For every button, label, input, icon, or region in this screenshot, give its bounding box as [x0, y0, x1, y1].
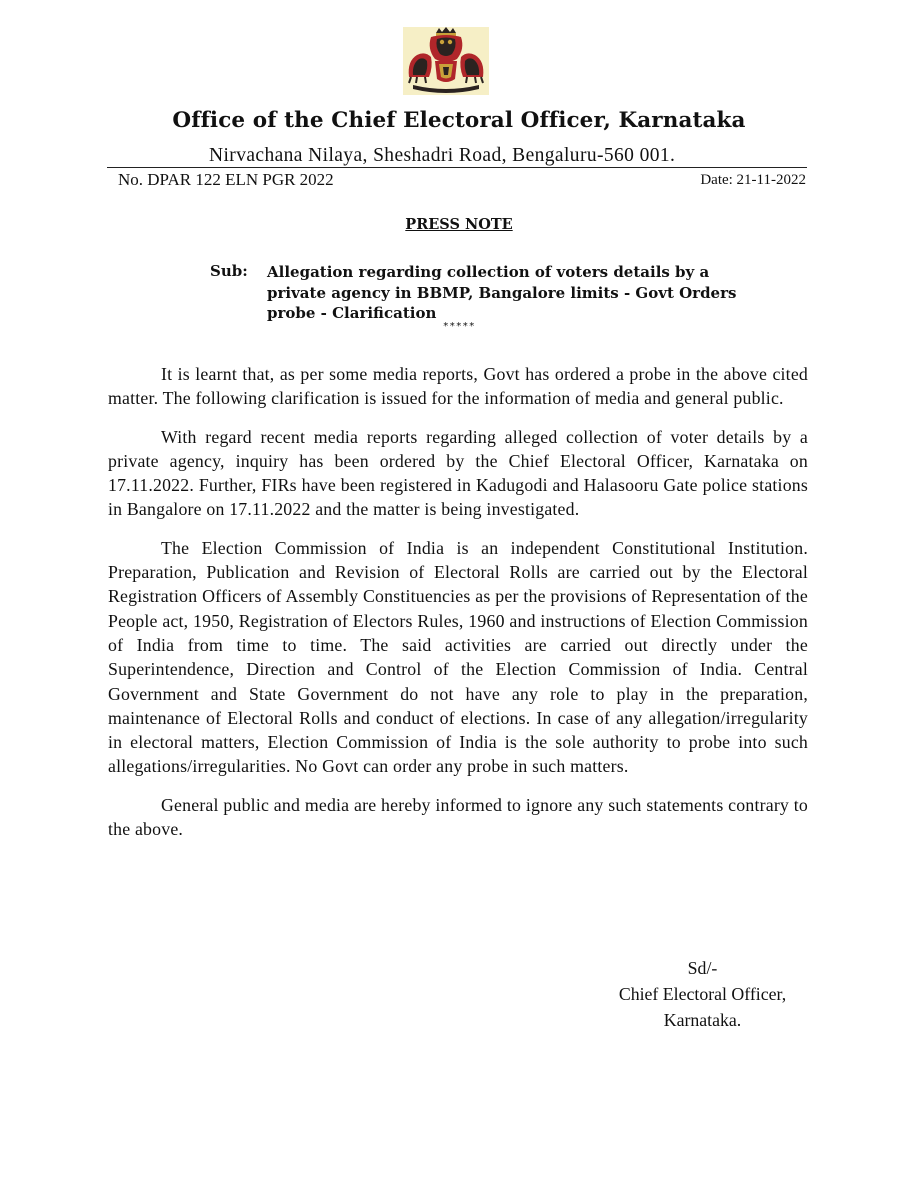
body-paragraph: The Election Commission of India is an independent Constitutional Institution. Preparation, Publication and Revision of Electoral Rolls are carried out by the Electoral Registration Officers of Assembly Constituencies as per the provisions of Representation of the People act, 1950, Registration of Electors Rules, 1960 and instructions of Election Commission of India from time to time. The said activities are carried out directly under the Superintendence, Direction and Control of the Election Commission of India. Central Government and State Government do not have any role to play in the preparation, maintenance of Electoral Rolls and conduct of elections. In case of any allegation/irregularity in electoral matters, Election Commission of India is the sole authority to probe into such allegations/irregularities. No Govt can order any probe in such matters.: [108, 537, 808, 777]
document-date: Date: 21-11-2022: [700, 172, 806, 188]
signature-state: Karnataka.: [663, 1010, 742, 1030]
state-emblem: [403, 27, 489, 95]
office-title: Office of the Chief Electoral Officer, Karnataka: [172, 108, 746, 133]
signature-block: [560, 955, 845, 1033]
body-paragraph: General public and media are hereby informed to ignore any such statements contrary to the above.: [108, 794, 808, 840]
office-address: Nirvachana Nilaya, Sheshadri Road, Bengaluru-560 001.: [209, 145, 676, 166]
signature-sd: Sd/-: [687, 958, 718, 978]
header-divider: [107, 167, 807, 168]
state-emblem-icon: [403, 27, 489, 95]
subject-label: Sub:: [210, 262, 248, 280]
subject-separator: *****: [442, 321, 476, 332]
subject-text: Allegation regarding collection of voters details by a private agency in BBMP, Bangalore limits - Govt Orders probe - Clarification: [267, 263, 737, 322]
body-paragraph: It is learnt that, as per some media reports, Govt has ordered a probe in the above cited matter. The following clarification is issued for the information of media and general public.: [108, 364, 808, 409]
signature-designation: Chief Electoral Officer,: [618, 984, 787, 1004]
press-note-heading: PRESS NOTE: [405, 216, 513, 233]
press-note-body: [108, 362, 808, 855]
reference-number: No. DPAR 122 ELN PGR 2022: [118, 170, 334, 189]
body-paragraph: With regard recent media reports regarding alleged collection of voter details by a private agency, inquiry has been ordered by the Chief Electoral Officer, Karnataka on 17.11.2022. Further, FIRs have been registered in Kadugodi and Halasooru Gate police stations in Bangalore on 17.11.2022 and the matter is being investigated.: [108, 426, 808, 520]
